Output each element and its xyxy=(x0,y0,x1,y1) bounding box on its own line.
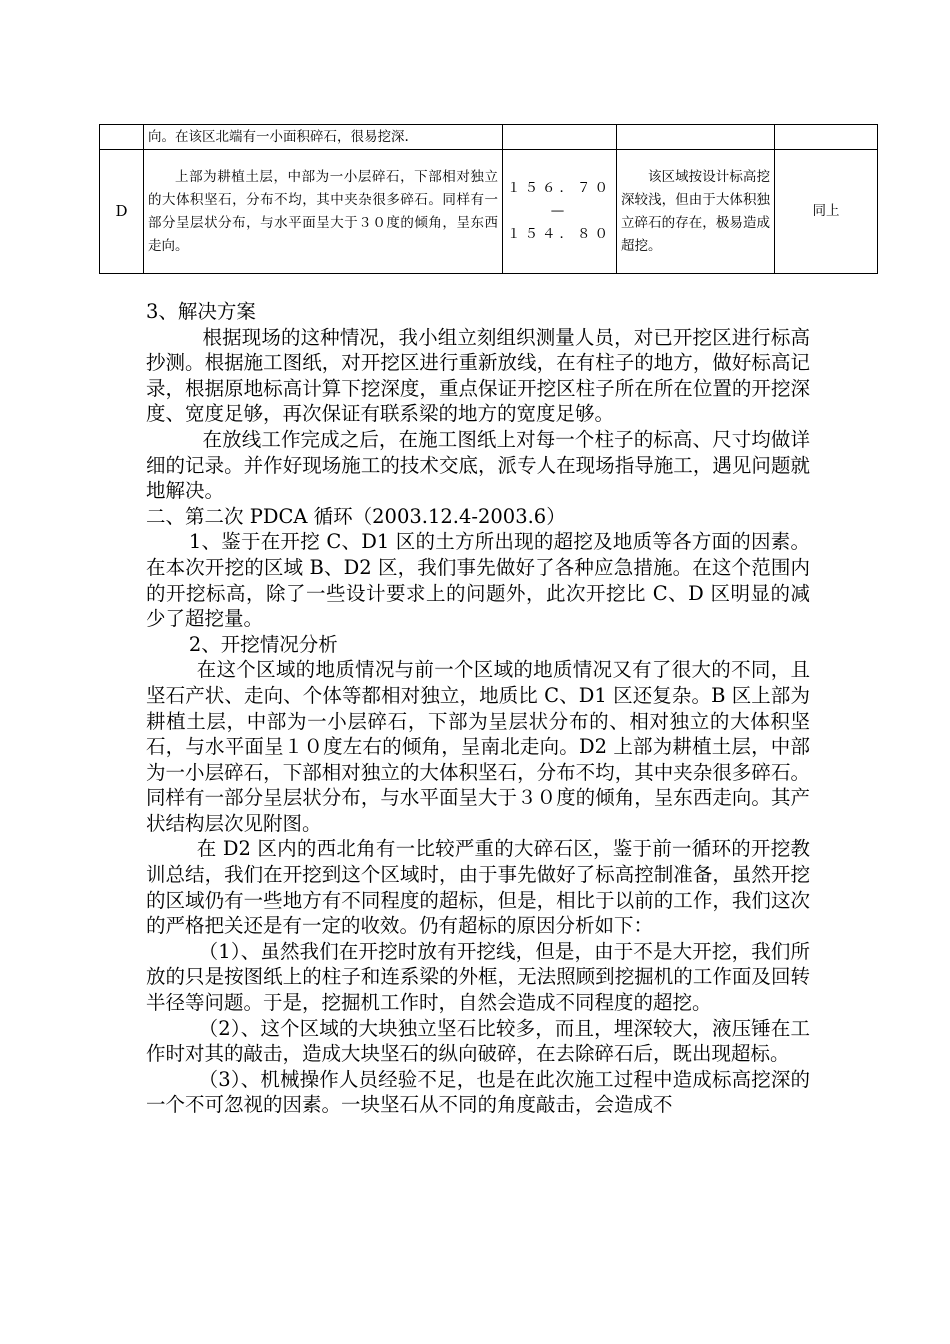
section-heading: 二、第二次 PDCA 循环（2003.12.4-2003.6） xyxy=(146,504,566,528)
geology-table xyxy=(99,124,878,274)
table-cell-zone: D xyxy=(100,150,144,274)
table-cell-elevation xyxy=(503,125,617,150)
table-cell-reason: 该区域按设计标高挖深较浅，但由于大体积独立碎石的存在，极易造成超挖。 xyxy=(617,150,775,274)
table-cell-description: 向。在该区北端有一小面积碎石，很易挖深. xyxy=(144,125,503,150)
table-cell-elevation xyxy=(503,150,617,274)
table-row xyxy=(100,125,878,150)
elevation-dash: — xyxy=(550,203,569,219)
section-heading: 3、解决方案 xyxy=(146,300,256,323)
paragraph: （2）、这个区域的大块独立坚石比较多，而且，埋深较大，液压锤在工作时对其的敲击，造成大块坚石的纵向破碎，在去除碎石后，既出现超标。 xyxy=(146,1016,810,1066)
paragraph: 1、鉴于在开挖 C、D1 区的土方所出现的超挖及地质等各方面的因素。在本次开挖的区域 B、D2 区，我们事先做好了各种应急措施。在这个范围内的开挖标高，除了一些设计要求上的问题外，此次开挖比 C、D 区明显的减少了超挖量。 xyxy=(146,530,810,631)
table-cell-reason xyxy=(617,125,775,150)
elevation-top: １５６．７０ xyxy=(507,180,612,196)
elevation-bottom: １５４．８０ xyxy=(507,226,612,242)
table-cell-description: 上部为耕植土层，中部为一小层碎石，下部相对独立的大体积坚石，分布不均，其中夹杂很多碎石。同样有一部分呈层状分布，与水平面呈大于３０度的倾角，呈东西走向。 xyxy=(144,150,503,274)
table-cell-zone xyxy=(100,125,144,150)
table-cell-note: 同上 xyxy=(775,150,878,274)
document-body xyxy=(146,299,810,1118)
paragraph: 在放线工作完成之后，在施工图纸上对每一个柱子的标高、尺寸均做详细的记录。并作好现场施工的技术交底，派专人在现场指导施工，遇见问题就地解决。 xyxy=(146,427,810,503)
paragraph: 根据现场的这种情况，我小组立刻组织测量人员，对已开挖区进行标高抄测。根据施工图纸，对开挖区进行重新放线，在有柱子的地方，做好标高记录，根据原地标高计算下挖深度，重点保证开挖区柱子所在所在位置的开挖深度、宽度足够，再次保证有联系梁的地方的宽度足够。 xyxy=(146,325,810,426)
paragraph: 在这个区域的地质情况与前一个区域的地质情况又有了很大的不同，且坚石产状、走向、个体等都相对独立，地质比 C、D1 区还复杂。B 区上部为耕植土层，中部为一小层碎石，下部为呈层状分布的、相对独立的大体积坚石，与水平面呈１０度左右的倾角，呈南北走向。D2 上部为耕植土层，中部为一小层碎石，下部相对独立的大体积坚石，分布不均，其中夹杂很多碎石。同样有一部分呈层状分布，与水平面呈大于３０度的倾角，呈东西走向。其产状结构层次见附图。 xyxy=(146,658,810,835)
paragraph: （3）、机械操作人员经验不足，也是在此次施工过程中造成标高挖深的一个不可忽视的因素。一块坚石从不同的角度敲击，会造成不 xyxy=(146,1067,810,1117)
paragraph: 在 D2 区内的西北角有一比较严重的大碎石区，鉴于前一循环的开挖教训总结，我们在开挖到这个区域时，由于事先做好了标高控制准备，虽然开挖的区域仍有一些地方有不同程度的超标，但是，相比于以前的工作，我们这次的严格把关还是有一定的收效。仍有超标的原因分析如下： xyxy=(146,837,810,938)
paragraph: （1）、虽然我们在开挖时放有开挖线，但是，由于不是大开挖，我们所放的只是按图纸上的柱子和连系梁的外框，无法照顾到挖掘机的工作面及回转半径等问题。于是，挖掘机工作时，自然会造成不同程度的超挖。 xyxy=(146,939,810,1015)
table-row xyxy=(100,150,878,274)
subsection-heading: 2、开挖情况分析 xyxy=(188,632,338,656)
table-cell-note xyxy=(775,125,878,150)
